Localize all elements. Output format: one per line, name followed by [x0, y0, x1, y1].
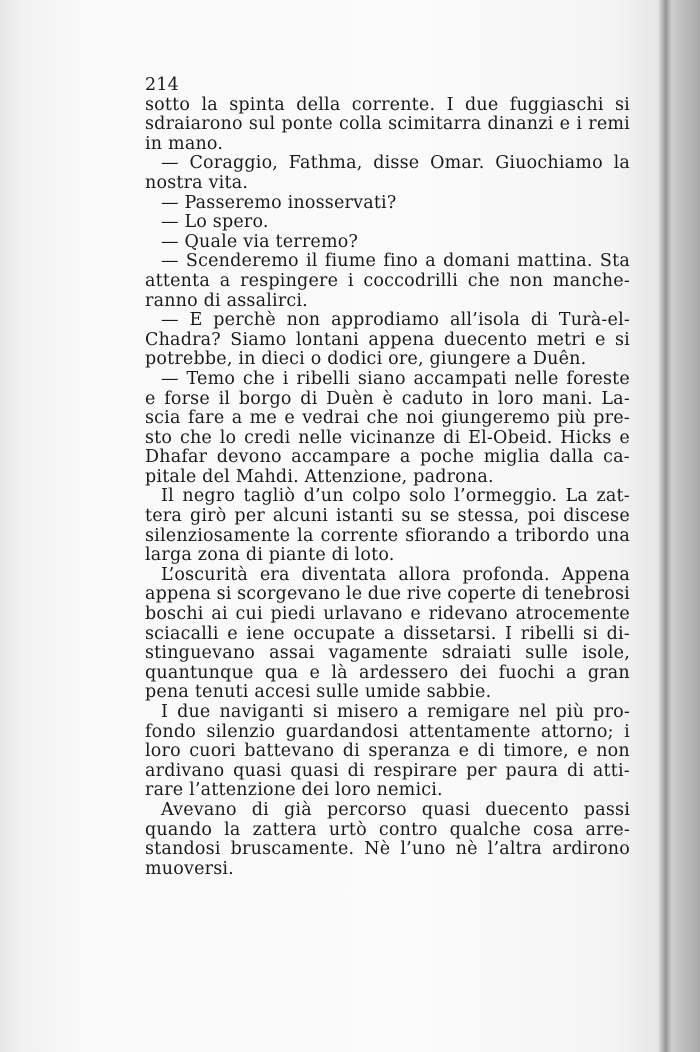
text-line: boschi ai cui piedi urlavano e ridevano atrocemente	[145, 604, 630, 625]
text-line: sdraiarono sul ponte colla scimitarra dinanzi e i remi	[145, 114, 630, 135]
text-line: I due naviganti si misero a remigare nel più pro-	[161, 702, 630, 722]
text-line: larga zona di piante di loto.	[145, 545, 395, 566]
text-line: in mano.	[145, 133, 224, 154]
text-line: standosi bruscamente. Nè l’uno nè l’altra ardirono	[145, 839, 630, 860]
text-line: e forse il borgo di Duèn è caduto in loro mani. La-	[145, 388, 630, 409]
text-line: — Passeremo inosservati?	[161, 192, 397, 213]
text-line: — Scenderemo il fiume fino a domani mattina. Sta	[161, 251, 630, 272]
text-line: Il negro tagliò d’un colpo solo l’ormeggio. La zat-	[161, 486, 630, 507]
text-line: nostra vita.	[145, 172, 249, 193]
page-spine-shadow	[658, 0, 672, 1052]
text-line: scia fare a me e vedrai che noi giungeremo più pre-	[145, 408, 630, 429]
text-line: fondo silenzio guardandosi attentamente attorno; i	[145, 721, 630, 742]
text-line: — Coraggio, Fathma, disse Omar. Giuochiamo la	[161, 153, 630, 174]
text-line: rare l’attenzione dei loro nemici.	[145, 780, 443, 801]
text-line: muoversi.	[145, 858, 234, 879]
text-line: — E perchè non approdiamo all’isola di Turà-el-	[161, 310, 630, 331]
text-line: ardivano quasi quasi di respirare per paura di atti-	[145, 760, 630, 781]
text-line: sciacalli e iene occupate a dissetarsi. I ribelli si di-	[145, 623, 630, 644]
text-line: Avevano di già percorso quasi duecento passi	[161, 799, 630, 820]
text-line: stinguevano assai vagamente sdraiati sulle isole,	[145, 643, 630, 664]
text-line: sotto la spinta della corrente. I due fuggiaschi si	[145, 94, 630, 115]
text-line: tera girò per alcuni istanti su se stessa, poi discese	[145, 506, 630, 527]
text-line: loro cuori battevano di speranza e di timore, e non	[145, 741, 630, 762]
text-line: quantunque qua e là ardessero dei fuochi a gran	[145, 662, 630, 683]
text-line: appena si scorgevano le due rive coperte di tenebrosi	[145, 584, 630, 605]
text-line: silenziosamente la corrente sfiorando a tribordo una	[145, 525, 630, 546]
text-line: — Temo che i ribelli siano accampati nelle foreste	[161, 368, 630, 389]
text-line: attenta a respingere i coccodrilli che non manche-	[145, 270, 630, 291]
text-line: potrebbe, in dieci o dodici ore, giungere a Duên.	[145, 349, 587, 370]
text-line: — Quale via terremo?	[161, 231, 359, 252]
text-lines	[145, 96, 630, 880]
text-line: pena tenuti accesi sulle umide sabbie.	[145, 682, 492, 703]
text-line: L’oscurità era diventata allora profonda. Appena	[161, 564, 630, 585]
text-line: — Lo spero.	[161, 212, 269, 233]
page-right-edge	[672, 0, 700, 1052]
text-line: Dhafar devono accampare a poche miglia dalla ca-	[145, 447, 630, 468]
text-line: Chadra? Siamo lontani appena duecento metri e si	[145, 329, 630, 350]
text-line: quando la zattera urtò contro qualche cosa arre-	[145, 819, 630, 840]
text-line: ranno di assalirci.	[145, 290, 308, 311]
text-line: pitale del Mahdi. Attenzione, padrona.	[145, 466, 494, 487]
page-number: 214	[145, 75, 180, 95]
page-text-block	[145, 76, 630, 879]
text-line: sto che lo credi nelle vicinanze di El-Obeid. Hicks e	[145, 427, 630, 448]
